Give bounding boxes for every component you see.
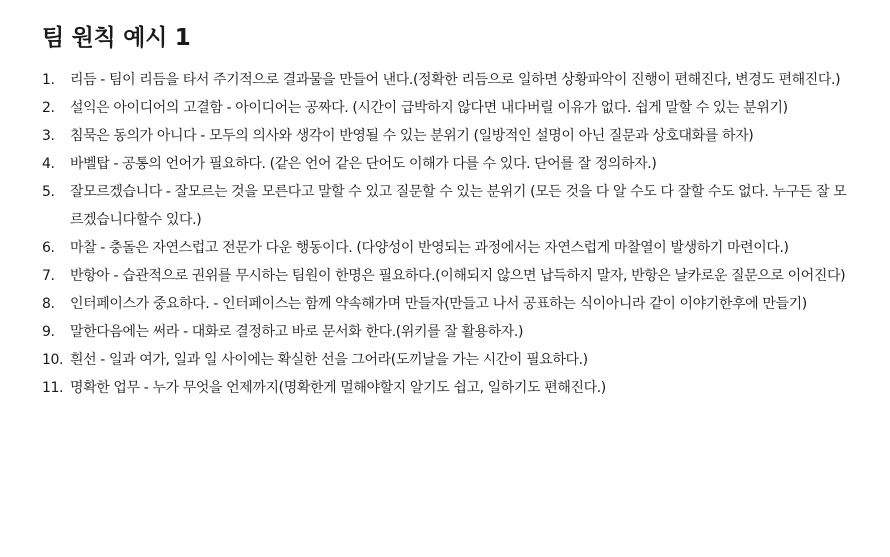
item-text: 잘모르겠습니다 - 잘모르는 것을 모른다고 말할 수 있고 질문할 수 있는 분위기 (모든 것을 다 알 수도 다 잘할 수도 없다. 누구든 잘 모르겠습니다할수 있다.) bbox=[70, 184, 847, 228]
item-number: 3. bbox=[42, 128, 55, 144]
principles-list bbox=[42, 66, 850, 402]
item-text: 흰선 - 일과 여가, 일과 일 사이에는 확실한 선을 그어라(도끼날을 가는 시간이 필요하다.) bbox=[70, 352, 588, 368]
item-number: 8. bbox=[42, 296, 55, 312]
item-number: 5. bbox=[42, 184, 55, 200]
item-number: 11. bbox=[42, 380, 64, 396]
item-number: 9. bbox=[42, 324, 55, 340]
list-item bbox=[42, 374, 850, 402]
item-number: 10. bbox=[42, 352, 64, 368]
item-text: 인터페이스가 중요하다. - 인터페이스는 함께 약속해가며 만들자(만들고 나서 공표하는 식이아니라 같이 이야기한후에 만들기) bbox=[70, 296, 807, 312]
list-item bbox=[42, 94, 850, 122]
item-number: 6. bbox=[42, 240, 55, 256]
list-item bbox=[42, 262, 850, 290]
list-item bbox=[42, 122, 850, 150]
item-number: 4. bbox=[42, 156, 55, 172]
item-text: 반항아 - 습관적으로 권위를 무시하는 팀원이 한명은 필요하다.(이해되지 않으면 납득하지 말자, 반항은 날카로운 질문으로 이어진다) bbox=[70, 268, 846, 284]
item-text: 마찰 - 충돌은 자연스럽고 전문가 다운 행동이다. (다양성이 반영되는 과정에서는 자연스럽게 마찰열이 발생하기 마련이다.) bbox=[70, 240, 789, 256]
list-item bbox=[42, 318, 850, 346]
list-item bbox=[42, 290, 850, 318]
item-text: 바벨탑 - 공통의 언어가 필요하다. (같은 언어 같은 단어도 이해가 다를 수 있다. 단어를 잘 정의하자.) bbox=[70, 156, 657, 172]
item-text: 설익은 아이디어의 고결함 - 아이디어는 공짜다. (시간이 급박하지 않다면 내다버릴 이유가 없다. 쉽게 말할 수 있는 분위기) bbox=[70, 100, 788, 116]
list-item bbox=[42, 66, 850, 94]
item-text: 침묵은 동의가 아니다 - 모두의 의사와 생각이 반영될 수 있는 분위기 (일방적인 설명이 아닌 질문과 상호대화를 하자) bbox=[70, 128, 754, 144]
item-number: 7. bbox=[42, 268, 55, 284]
list-item bbox=[42, 150, 850, 178]
list-item bbox=[42, 346, 850, 374]
item-number: 2. bbox=[42, 100, 55, 116]
item-text: 말한다음에는 써라 - 대화로 결정하고 바로 문서화 한다.(위키를 잘 활용하자.) bbox=[70, 324, 524, 340]
item-text: 명확한 업무 - 누가 무엇을 언제까지(명확한게 멀해야할지 알기도 쉽고, 일하기도 편해진다.) bbox=[70, 380, 606, 396]
item-number: 1. bbox=[42, 72, 55, 88]
list-item bbox=[42, 234, 850, 262]
item-text: 리듬 - 팀이 리듬을 타서 주기적으로 결과물을 만들어 낸다.(정확한 리듬으로 일하면 상황파악이 진행이 편해진다, 변경도 편해진다.) bbox=[70, 72, 841, 88]
list-item bbox=[42, 178, 850, 234]
page-title: 팀 원칙 예시 1 bbox=[42, 25, 191, 51]
